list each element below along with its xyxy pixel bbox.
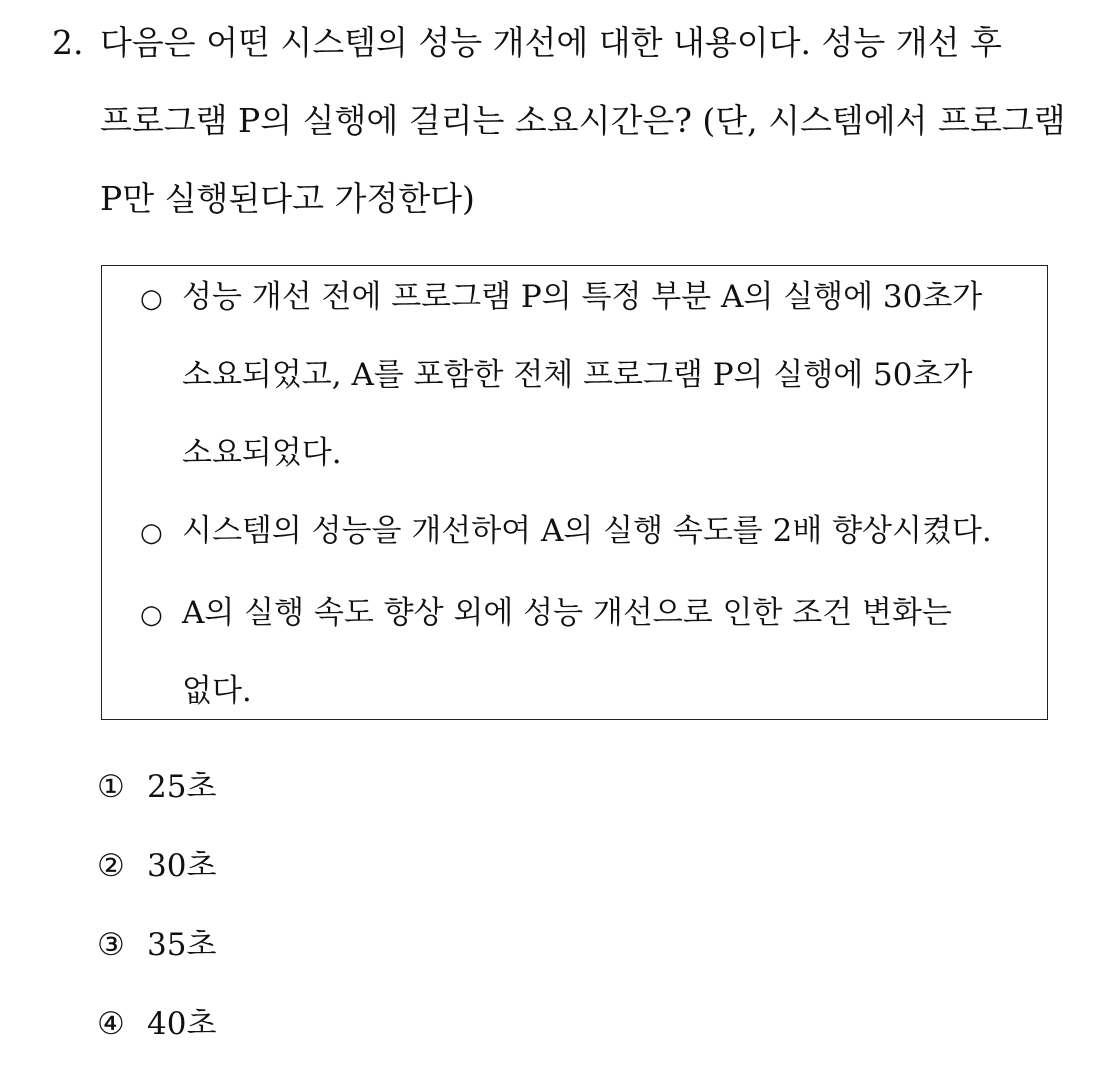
bullet-marker-3: ○ (140, 600, 163, 630)
choice-option-1[interactable] (97, 769, 217, 805)
choice-marker-2: ② (97, 848, 125, 884)
choice-text-1: 25초 (147, 769, 217, 805)
choice-text-4: 40초 (147, 1006, 217, 1042)
choice-option-2[interactable] (97, 848, 217, 884)
choice-option-4[interactable] (97, 1006, 217, 1042)
choice-option-3[interactable] (97, 927, 217, 963)
condition-box (101, 265, 1048, 720)
choice-text-3: 35초 (147, 927, 217, 963)
condition-line-2: 소요되었고, A를 포함한 전체 프로그램 P의 실행에 50초가 (182, 357, 973, 393)
question-text-line-1: 다음은 어떤 시스템의 성능 개선에 대한 내용이다. 성능 개선 후 (100, 23, 1002, 62)
bullet-marker-2: ○ (140, 518, 163, 548)
condition-line-6: 없다. (182, 673, 252, 709)
choice-text-2: 30초 (147, 848, 217, 884)
choice-marker-1: ① (97, 769, 125, 805)
question-text-line-3: P만 실행된다고 가정한다) (100, 179, 475, 218)
condition-line-3: 소요되었다. (182, 435, 342, 471)
bullet-marker-1: ○ (140, 284, 163, 314)
condition-line-1: 성능 개선 전에 프로그램 P의 특정 부분 A의 실행에 30초가 (182, 279, 983, 315)
choice-marker-4: ④ (97, 1006, 125, 1042)
condition-line-5: A의 실행 속도 향상 외에 성능 개선으로 인한 조건 변화는 (182, 595, 952, 631)
question-number: 2. (52, 23, 84, 62)
choice-marker-3: ③ (97, 927, 125, 963)
question-text-line-2: 프로그램 P의 실행에 걸리는 소요시간은? (단, 시스템에서 프로그램 (100, 101, 1066, 140)
condition-line-4: 시스템의 성능을 개선하여 A의 실행 속도를 2배 향상시켰다. (182, 513, 992, 549)
